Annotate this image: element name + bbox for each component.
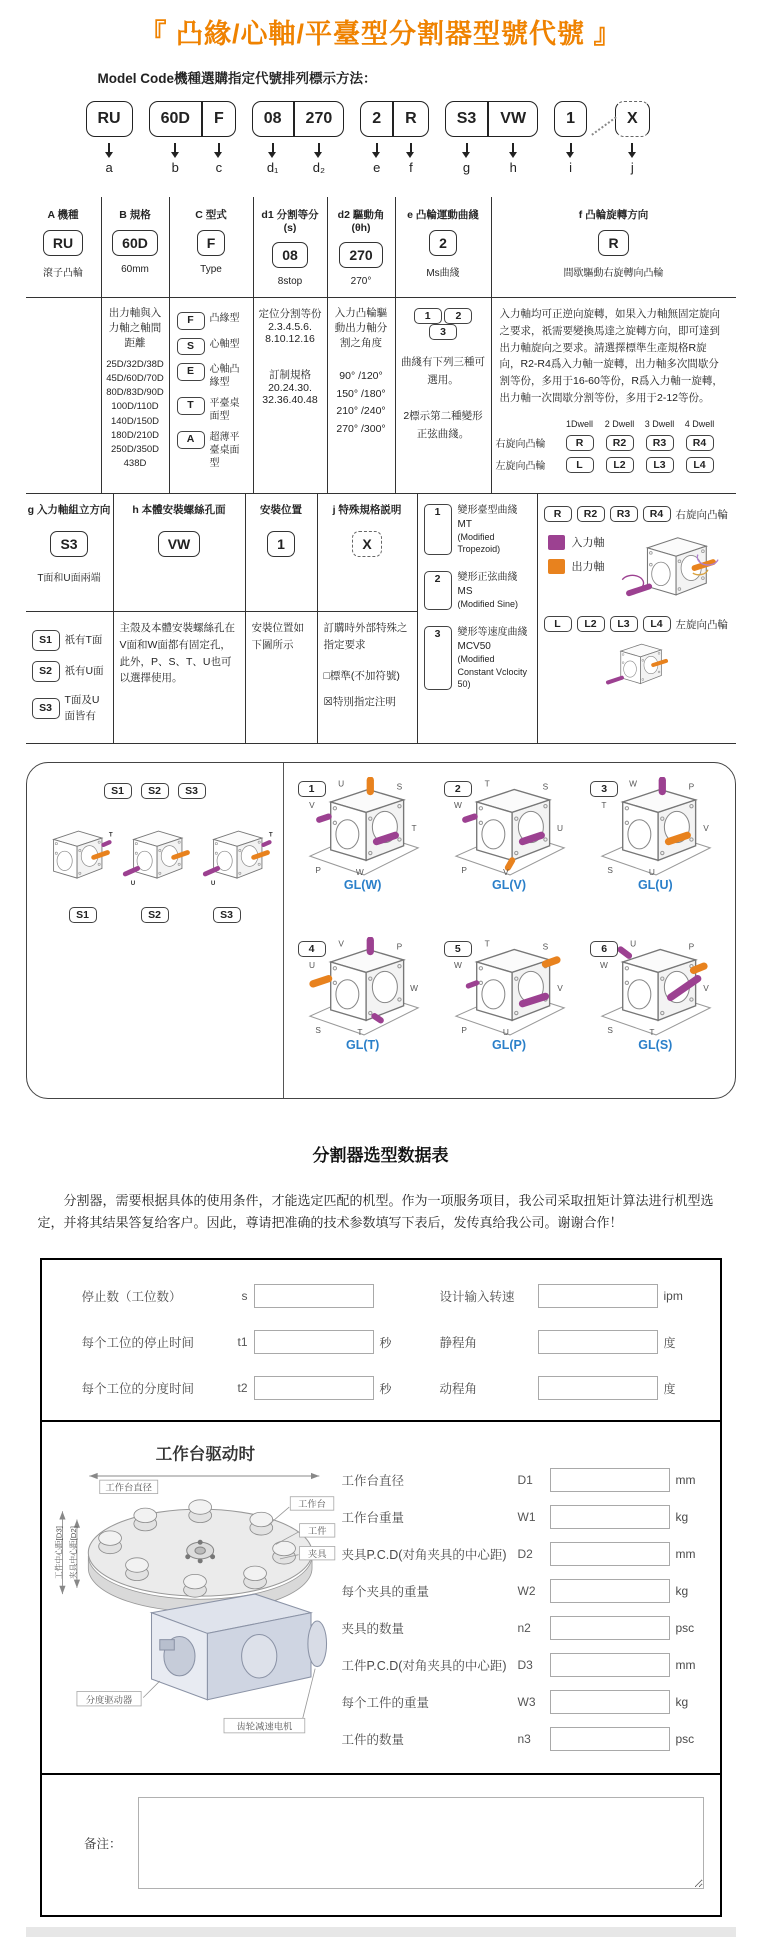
field-unit: psc: [675, 1732, 695, 1747]
shaft-code: S2: [141, 783, 169, 799]
down-arrow-icon: [218, 143, 220, 152]
field-label: 每个夹具的重量: [341, 1585, 430, 1600]
code-box: 08: [252, 101, 294, 137]
code-group-d: [252, 101, 345, 175]
svg-text:U: U: [130, 880, 135, 888]
code-box: RU: [86, 101, 133, 137]
svg-text:T: T: [484, 778, 490, 789]
code-letter: j: [630, 160, 634, 175]
col-e-body: 1 2 3 曲綫有下列三種可選用。 2標示第二種變形正弦曲綫。: [396, 298, 492, 493]
field-label: 工件的数量: [341, 1733, 405, 1748]
field-label: 夹具的数量: [341, 1622, 405, 1637]
svg-text:分度驱动器: 分度驱动器: [85, 1695, 132, 1706]
worktable-diagram: [50, 1436, 342, 1753]
cam-code: R4: [643, 506, 671, 522]
selection-intro: 分割器，需要根据具体的使用条件，才能选定匹配的机型。作为一项服务项目，我公司采取扭矩计算法进行机型选定，并将其结果答复给客户。因此，尊请把准确的技术参数填写下表后，发传真给我公司。谢谢合作！: [37, 1193, 714, 1231]
gl-number: 2: [444, 781, 472, 797]
type-code: E: [177, 363, 205, 381]
svg-text:P: P: [688, 941, 695, 952]
cam-code: R3: [646, 435, 674, 451]
code-group-bc: [149, 101, 236, 175]
svg-text:U: U: [649, 867, 656, 878]
note-label: 备注：: [83, 1837, 122, 1852]
svg-text:S: S: [396, 781, 402, 792]
form-top-section: [42, 1260, 720, 1422]
field-label: 每个工位的分度时间: [81, 1382, 195, 1397]
code-box: 08: [272, 242, 308, 268]
shaft-code: S2: [141, 907, 169, 923]
type-code: T: [177, 397, 205, 415]
field-label: 动程角: [439, 1382, 478, 1397]
field-symbol: n2: [517, 1621, 531, 1636]
field-symbol: n3: [517, 1732, 531, 1747]
code-box: 2: [360, 101, 393, 137]
down-arrow-icon: [570, 143, 572, 152]
svg-text:V: V: [503, 867, 509, 878]
col-d2-body: 入力凸輪驅動出力軸分割之角度 90° /120° 150° /180° 210° /240° 270° /300°: [328, 298, 396, 493]
field-label: 静程角: [439, 1336, 478, 1351]
col-e-header: e 凸輪運動曲綫 2 Ms曲綫: [396, 197, 492, 298]
down-arrow-icon: [108, 143, 110, 152]
gl-diagram: 2 T S W U P V GL(V): [436, 771, 582, 931]
dotted-connector: [591, 116, 616, 135]
svg-text:U: U: [337, 778, 344, 789]
svg-text:P: P: [688, 781, 695, 792]
svg-text:S: S: [542, 781, 549, 792]
field-unit: 度: [663, 1381, 676, 1396]
cam-code: L: [566, 457, 594, 473]
shaft-code: S3: [213, 907, 241, 923]
shaft-code: S3: [178, 783, 206, 799]
curve-option: 3: [429, 324, 457, 340]
code-group-i: [554, 101, 587, 175]
code-group-j: [615, 101, 650, 175]
svg-text:W: W: [600, 959, 609, 970]
dwell-angle-input[interactable]: [538, 1330, 658, 1354]
cam-code: L: [544, 616, 572, 632]
shaft-code: S2: [32, 661, 60, 682]
col-f-body: 入力軸均可正逆向旋轉，如果入力軸無固定旋向之要求，祇需要變換馬達之旋轉方向，即可達到出力軸旋向之要求。請選擇標準生產規格R旋向，R2-R4爲入力軸一旋轉，出力軸多次間歇分割等份，多用于16-60等份，R爲入力軸一旋轉，出力軸一次間歇分割等份，多用于2-12等份。 1Dwell 2 Dwell 3 Dwell 4 Dwell 右旋向凸輪 R R2 R3 R4 左旋向凸輪 L L2 L3 L4: [492, 298, 736, 493]
svg-text:夹具中心距[D2]: 夹具中心距[D2]: [68, 1526, 78, 1580]
svg-text:齿轮减速电机: 齿轮减速电机: [235, 1722, 292, 1733]
field-unit: mm: [675, 1473, 696, 1488]
field-unit: kg: [675, 1695, 689, 1710]
code-box: 1: [554, 101, 587, 137]
down-arrow-icon: [272, 143, 274, 152]
field-symbol: t1: [237, 1335, 248, 1350]
svg-text:夹具: 夹具: [307, 1549, 327, 1560]
svg-text:工作台驱动时: 工作台驱动时: [155, 1444, 255, 1464]
cam-code: R2: [577, 506, 605, 522]
down-arrow-icon: [631, 143, 633, 152]
stops-input[interactable]: [254, 1284, 374, 1308]
mounting-table: [26, 494, 736, 744]
code-group-a: [86, 101, 133, 175]
code-box: F: [197, 230, 226, 256]
curve-option: 2: [444, 308, 472, 324]
field-unit: 秒: [379, 1335, 392, 1350]
code-letter: h: [509, 160, 517, 175]
field-symbol: W1: [517, 1510, 536, 1525]
svg-text:S: S: [607, 865, 614, 876]
col-b-header: B 規格 60D 60mm: [102, 197, 170, 298]
col-curves: 1 變形臺型曲綫 MT (Modified Tropezoid) 2 變形正弦曲綫 MS (Modified Sine) 3 變形等速度曲綫 MCV50 (Modified Constant Vclocity 50): [418, 494, 538, 743]
svg-text:工件: 工件: [307, 1526, 327, 1537]
col-d1-header: d1 分割等分(s) 08 8stop: [254, 197, 328, 298]
curve-option: 1: [414, 308, 442, 324]
svg-text:T: T: [411, 823, 417, 834]
svg-text:U: U: [308, 959, 315, 970]
gl-number: 3: [590, 781, 618, 797]
code-box: S3: [445, 101, 489, 137]
svg-text:W: W: [454, 800, 462, 811]
gl-diagram: 5 T S W V P U GL(P): [436, 931, 582, 1091]
output-shaft-swatch: [548, 559, 565, 574]
w2-input[interactable]: [550, 1579, 670, 1603]
code-group-ef: [360, 101, 428, 175]
type-code: S: [177, 338, 205, 356]
cam-code: L3: [610, 616, 638, 632]
svg-text:T: T: [601, 800, 607, 811]
svg-text:T: T: [356, 1026, 363, 1037]
code-box: 2: [429, 230, 457, 256]
note-textarea[interactable]: [138, 1797, 704, 1889]
code-letter: f: [409, 160, 413, 175]
svg-text:P: P: [396, 941, 402, 952]
field-symbol: D2: [517, 1547, 533, 1562]
field-symbol: W2: [517, 1584, 536, 1599]
col-d2-header: d2 驅動角(θh) 270 270°: [328, 197, 396, 298]
col-g: g 入力軸組立方向 S3 T面和U面兩端 S1 祇有T面 S2 祇有U面 S3 T面及U面皆有: [26, 494, 114, 743]
cam-code: L3: [646, 457, 674, 473]
svg-text:V: V: [308, 800, 315, 811]
code-definition-table: [26, 197, 736, 494]
code-letter: d₁: [266, 160, 279, 175]
cam-code: L2: [577, 616, 605, 632]
gl-number: 1: [298, 781, 326, 797]
svg-text:U: U: [557, 823, 564, 834]
gl-diagram: 4 V P U W S T GL(T): [290, 931, 436, 1091]
gl-number: 5: [444, 941, 472, 957]
cam-code: L4: [686, 457, 714, 473]
svg-text:V: V: [703, 982, 710, 993]
code-letter: c: [215, 160, 223, 175]
cam-code: R2: [606, 435, 634, 451]
field-label: 每个工件的重量: [341, 1696, 430, 1711]
cam-code: R3: [610, 506, 638, 522]
code-letter: a: [105, 160, 113, 175]
code-group-gh: [445, 101, 538, 175]
gl-number: 6: [590, 941, 618, 957]
d1-input[interactable]: [550, 1468, 670, 1492]
content: [26, 0, 736, 1937]
field-label: 工作台直径: [341, 1474, 405, 1489]
gl-diagram: 6 U P W V S T GL(S): [582, 931, 728, 1091]
down-arrow-icon: [410, 143, 412, 152]
svg-text:U: U: [630, 938, 637, 949]
field-symbol: s: [241, 1289, 248, 1304]
code-box: RU: [43, 230, 83, 256]
field-label: 每个工位的停止时间: [81, 1336, 195, 1351]
left-rotation-gearbox-illustration: [585, 636, 689, 694]
col-j: j 特殊規格説明 X 訂購時外部特殊之指定要求 □標準(不加符號) ☒特別指定注明: [318, 494, 418, 743]
svg-text:P: P: [315, 865, 321, 876]
down-arrow-icon: [376, 143, 378, 152]
col-c-header: C 型式 F Type: [170, 197, 254, 298]
shaft-code: S1: [104, 783, 132, 799]
code-letter: g: [462, 160, 471, 175]
s1-gearbox-diagram: [37, 821, 113, 891]
shaft-code: S3: [32, 698, 60, 719]
curve-num: 1: [424, 504, 452, 555]
d3-input[interactable]: [550, 1653, 670, 1677]
cam-code: L2: [606, 457, 634, 473]
code-box: 270: [339, 242, 382, 268]
field-unit: psc: [675, 1621, 695, 1636]
down-arrow-icon: [174, 143, 176, 152]
col-rotation: R R2 R3 R4 右旋向凸輪 入力軸 出力軸 L L2 L3 L4 左旋向凸輪: [538, 494, 736, 743]
down-arrow-icon: [318, 143, 320, 152]
field-unit: mm: [675, 1658, 696, 1673]
svg-text:T: T: [649, 1026, 655, 1037]
input-shaft-swatch: [548, 535, 565, 550]
svg-text:工件中心距[D3]: 工件中心距[D3]: [53, 1526, 63, 1580]
shaft-legend: 入力軸 出力軸: [548, 534, 605, 574]
form-middle-section: [42, 1422, 720, 1775]
form-note-section: [42, 1775, 720, 1915]
col-c-body: F 凸緣型 S 心軸型 E 心軸凸緣型 T 平臺桌面型 A 超薄平臺桌面型: [170, 298, 254, 493]
field-unit: kg: [675, 1584, 689, 1599]
svg-text:S: S: [542, 941, 549, 952]
field-label: 停止数（工位数）: [81, 1290, 182, 1305]
motion-angle-input[interactable]: [538, 1376, 658, 1400]
field-label: 夹具P.C.D(对角夹具的中心距): [341, 1548, 507, 1563]
svg-text:S: S: [607, 1024, 614, 1035]
svg-text:W: W: [355, 867, 364, 878]
stop-time-input[interactable]: [254, 1330, 374, 1354]
standard-checkbox-label: □標準(不加符號): [323, 669, 400, 682]
svg-text:W: W: [454, 959, 462, 970]
svg-text:T: T: [108, 831, 113, 839]
code-box-dashed: X: [615, 101, 650, 137]
field-symbol: W3: [517, 1695, 536, 1710]
selection-form: [40, 1258, 722, 1917]
col-f-header: f 凸輪旋轉方向 R 間歇驅動右旋轉向凸輪: [492, 197, 736, 298]
page-title: 『 凸緣/心軸/平臺型分割器型號代號 』: [139, 19, 622, 49]
col-b-body: 出力軸與入力軸之軸間距離 25D/32D/38D 45D/60D/70D 80D/83D/90D 100D/110D 140D/150D 180D/210D 250D/350D 438D: [102, 298, 170, 493]
type-code: F: [177, 312, 205, 330]
field-label: 工件P.C.D(对角夹具的中心距): [341, 1659, 507, 1674]
svg-text:P: P: [461, 1024, 467, 1035]
col-a-body: [26, 298, 102, 493]
svg-text:T: T: [268, 831, 273, 839]
shaft-orientation-diagrams: [27, 763, 284, 1098]
field-unit: 度: [663, 1335, 676, 1350]
code-box-dashed: X: [352, 531, 381, 557]
field-symbol: D1: [517, 1473, 533, 1488]
field-unit: 秒: [379, 1381, 392, 1396]
svg-text:S: S: [315, 1024, 321, 1035]
right-rotation-gearbox-illustration: [612, 526, 730, 610]
curve-num: 2: [424, 571, 452, 610]
selection-table-title: 分割器选型数据表: [312, 1146, 449, 1166]
w1-input[interactable]: [550, 1505, 670, 1529]
field-label: 设计输入转速: [439, 1290, 515, 1305]
cam-code: R: [566, 435, 594, 451]
orientation-panel: [26, 762, 736, 1099]
code-letter: i: [569, 160, 572, 175]
w3-input[interactable]: [550, 1690, 670, 1714]
shaft-code: S1: [69, 907, 97, 923]
input-speed-input[interactable]: [538, 1284, 658, 1308]
svg-text:U: U: [210, 880, 215, 888]
svg-text:W: W: [629, 778, 638, 789]
code-box: 60D: [112, 230, 158, 256]
cam-code: R4: [686, 435, 714, 451]
footer-strip: [26, 1927, 736, 1937]
code-box: VW: [488, 101, 538, 137]
code-letter: e: [373, 160, 381, 175]
col-position: 安裝位置 1 安裝位置如下圖所示: [246, 494, 318, 743]
gl-diagram: 1 U S V T P W GL(W): [290, 771, 436, 931]
svg-text:V: V: [557, 982, 563, 993]
col-h: h 本體安裝螺絲孔面 VW 主殼及本體安裝螺絲孔在V面和W面都有固定孔，此外，P、S、T、U也可以選擇使用。: [114, 494, 246, 743]
field-unit: kg: [675, 1510, 689, 1525]
n2-input[interactable]: [550, 1616, 670, 1640]
field-symbol: t2: [237, 1381, 248, 1396]
d2-input[interactable]: [550, 1542, 670, 1566]
field-unit: mm: [675, 1547, 696, 1562]
gl-diagram: 3 W P T V S U GL(U): [582, 771, 728, 931]
down-arrow-icon: [512, 143, 514, 152]
code-box: F: [202, 101, 236, 137]
field-symbol: D3: [517, 1658, 533, 1673]
code-box: R: [393, 101, 429, 137]
s2-gearbox-diagram: [117, 821, 193, 891]
code-box: S3: [50, 531, 87, 557]
model-code-subtitle: Model Code機種選購指定代號排列標示方法：: [97, 71, 377, 86]
worktable-fields: [342, 1436, 706, 1753]
svg-text:P: P: [461, 865, 467, 876]
svg-text:V: V: [703, 823, 710, 834]
code-box: 60D: [149, 101, 202, 137]
svg-text:T: T: [484, 938, 490, 949]
code-box: 270: [294, 101, 345, 137]
svg-text:U: U: [502, 1026, 509, 1037]
model-code-row: [86, 101, 736, 175]
type-code: A: [177, 431, 205, 449]
index-time-input[interactable]: [254, 1376, 374, 1400]
code-letter: d₂: [312, 160, 326, 175]
cam-code: R: [544, 506, 572, 522]
col-a-header: A 機種 RU 滾子凸輪: [26, 197, 102, 298]
shaft-code: S1: [32, 630, 60, 651]
dwell-table: 1Dwell 2 Dwell 3 Dwell 4 Dwell 右旋向凸輪 R R2 R3 R4 左旋向凸輪 L L2 L3 L4: [495, 418, 715, 473]
col-d1-body: 定位分割等份 2.3.4.5.6. 8.10.12.16 訂制規格 20.24.30. 32.36.40.48: [254, 298, 328, 493]
down-arrow-icon: [466, 143, 468, 152]
svg-text:W: W: [409, 982, 418, 993]
code-box: 1: [267, 531, 295, 557]
curve-num: 3: [424, 626, 452, 689]
svg-text:工作台直径: 工作台直径: [104, 1482, 152, 1493]
field-unit: ipm: [663, 1289, 683, 1304]
code-letter: b: [171, 160, 179, 175]
gl-number: 4: [298, 941, 326, 957]
code-box: VW: [158, 531, 201, 557]
gl-diagrams-grid: [284, 763, 735, 1098]
special-checkbox-label: ☒特別指定注明: [323, 696, 396, 709]
s3-gearbox-diagram: [197, 821, 273, 891]
cam-code: L4: [643, 616, 671, 632]
n3-input[interactable]: [550, 1727, 670, 1751]
field-label: 工作台重量: [341, 1511, 405, 1526]
svg-text:V: V: [338, 938, 344, 949]
svg-text:工作台: 工作台: [297, 1499, 326, 1510]
code-box: R: [598, 230, 628, 256]
